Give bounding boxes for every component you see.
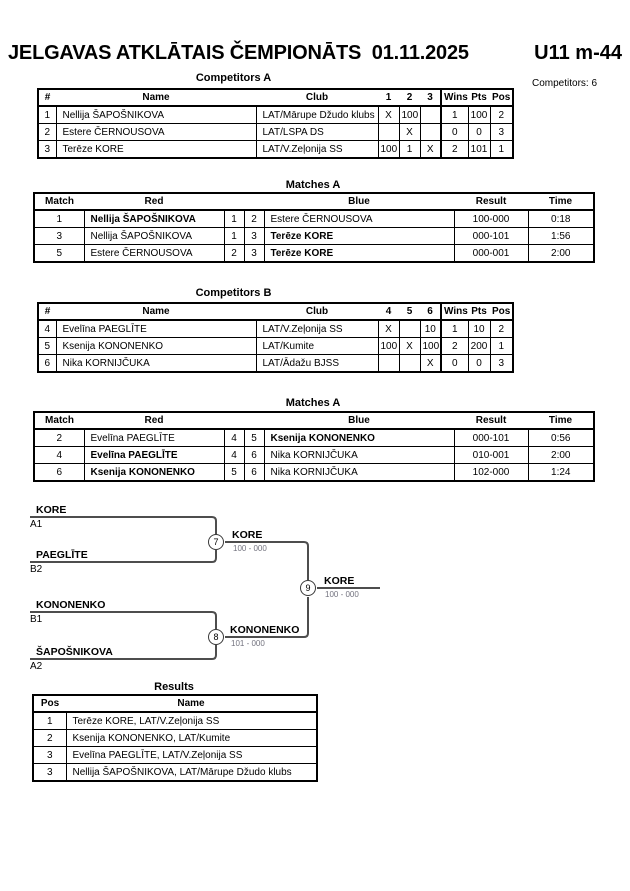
bracket-match-8-score: 101 - 000 (231, 639, 265, 648)
column-header: Blue (264, 412, 454, 429)
column-header: 2 (399, 89, 420, 106)
cell-blue-name: Nika KORNIJČUKA (264, 447, 454, 464)
cell-score: X (399, 124, 420, 141)
cell-blue-name: Estere ČERNOUSOVA (264, 210, 454, 228)
cell-pts: 100 (468, 106, 490, 124)
cell-result: 100-000 (454, 210, 528, 228)
column-header: 4 (378, 303, 399, 320)
cell-red-name: Evelīna PAEGLĪTE (84, 429, 224, 447)
cell-score: X (399, 338, 420, 355)
cell-red-number: 1 (224, 210, 244, 228)
cell-name: Terēze KORE (56, 141, 256, 159)
column-header: 6 (420, 303, 441, 320)
bracket-match-7-circle: 7 (208, 534, 224, 550)
column-header: Pts (468, 89, 490, 106)
column-header: Result (454, 193, 528, 210)
column-header: Pos (490, 89, 513, 106)
cell-pos: 3 (490, 124, 513, 141)
cell-wins: 2 (441, 141, 468, 159)
cell-blue-number: 6 (244, 464, 264, 482)
cell-time: 0:56 (528, 429, 594, 447)
cell-score: 10 (420, 320, 441, 338)
bracket-slot-a1-name: KORE (36, 504, 67, 516)
bracket-slot-b1-name: KONONENKO (36, 599, 106, 611)
column-header: Time (528, 193, 594, 210)
cell-number: 3 (38, 141, 56, 159)
column-header: Pos (33, 695, 66, 712)
cell-blue-number: 5 (244, 429, 264, 447)
cell-score: X (378, 320, 399, 338)
matches-a-heading: Matches A (285, 179, 341, 191)
cell-pts: 101 (468, 141, 490, 159)
cell-score: 100 (399, 106, 420, 124)
competitors-count: Competitors: 6 (532, 78, 598, 89)
bracket-line-winner8 (225, 597, 308, 637)
bracket-match-9-circle: 9 (300, 580, 316, 596)
cell-club: LAT/V.Zeļonija SS (256, 141, 378, 159)
cell-match-number: 5 (34, 245, 84, 263)
cell-red-name: Nellija ŠAPOŠNIKOVA (84, 210, 224, 228)
column-header: Blue (264, 193, 454, 210)
column-header: Match (34, 193, 84, 210)
cell-red-number: 4 (224, 429, 244, 447)
competitors-a-heading: Competitors A (195, 72, 272, 84)
cell-wins: 1 (441, 106, 468, 124)
cell-pts: 10 (468, 320, 490, 338)
cell-blue-name: Terēze KORE (264, 245, 454, 263)
cell-blue-number: 6 (244, 447, 264, 464)
cell-red-number: 4 (224, 447, 244, 464)
cell-club: LAT/LSPA DS (256, 124, 378, 141)
cell-time: 2:00 (528, 245, 594, 263)
bracket-match-9-score: 100 - 000 (325, 590, 359, 599)
cell-pts: 200 (468, 338, 490, 355)
competitors-b-heading: Competitors B (195, 287, 272, 299)
cell-red-name: Ksenija KONONENKO (84, 464, 224, 482)
cell-name: Nika KORNIJČUKA (56, 355, 256, 373)
cell-wins: 1 (441, 320, 468, 338)
column-header: Time (528, 412, 594, 429)
column-header: Name (66, 695, 317, 712)
cell-blue-name: Ksenija KONONENKO (264, 429, 454, 447)
bracket-line-b1 (30, 612, 216, 629)
column-header: Wins (441, 89, 468, 106)
bracket-match-7-score: 100 - 000 (233, 544, 267, 553)
cell-number: 2 (38, 124, 56, 141)
cell-blue-number: 3 (244, 245, 264, 263)
cell-score: X (378, 106, 399, 124)
cell-blue-name: Nika KORNIJČUKA (264, 464, 454, 482)
cell-name: Terēze KORE, LAT/V.Zeļonija SS (66, 712, 317, 730)
column-header: Club (256, 303, 378, 320)
cell-time: 2:00 (528, 447, 594, 464)
cell-red-number: 2 (224, 245, 244, 263)
column-header: Match (34, 412, 84, 429)
cell-pos: 2 (33, 730, 66, 747)
column-header: 1 (378, 89, 399, 106)
column-header: 3 (420, 89, 441, 106)
cell-score: X (420, 355, 441, 373)
cell-name: Estere ČERNOUSOVA (56, 124, 256, 141)
cell-wins: 2 (441, 338, 468, 355)
bracket-slot-a1-seed: A1 (30, 519, 43, 530)
cell-pos: 3 (33, 764, 66, 782)
bracket-slot-a2-seed: A2 (30, 661, 43, 672)
cell-wins: 0 (441, 124, 468, 141)
cell-number: 6 (38, 355, 56, 373)
bracket-match-7-winner: KORE (232, 529, 263, 541)
bracket-match-8-circle: 8 (208, 629, 224, 645)
column-header: Wins (441, 303, 468, 320)
cell-time: 1:24 (528, 464, 594, 482)
cell-pos: 2 (490, 106, 513, 124)
bracket-match-8-winner: KONONENKO (230, 624, 300, 636)
bracket-match-9-winner: KORE (324, 575, 355, 587)
cell-blue-name: Terēze KORE (264, 228, 454, 245)
cell-pos: 3 (490, 355, 513, 373)
results-heading: Results (154, 681, 194, 693)
bracket-line-b2 (30, 550, 216, 562)
bracket-slot-b2-name: PAEGLĪTE (36, 549, 88, 561)
cell-name: Ksenija KONONENKO (56, 338, 256, 355)
cell-score: 100 (420, 338, 441, 355)
cell-pos: 1 (490, 338, 513, 355)
cell-club: LAT/Kumite (256, 338, 378, 355)
column-header: Red (84, 412, 224, 429)
cell-pts: 0 (468, 355, 490, 373)
cell-score: 100 (378, 338, 399, 355)
column-header: Pts (468, 303, 490, 320)
cell-time: 1:56 (528, 228, 594, 245)
page-title: JELGAVAS ATKLĀTAIS ČEMPIONĀTS 01.11.2025 (8, 42, 469, 64)
cell-red-name: Nellija ŠAPOŠNIKOVA (84, 228, 224, 245)
column-header: Red (84, 193, 224, 210)
cell-result: 000-101 (454, 228, 528, 245)
cell-red-name: Estere ČERNOUSOVA (84, 245, 224, 263)
cell-club: LAT/Ādažu BJSS (256, 355, 378, 373)
cell-name: Evelīna PAEGLĪTE (56, 320, 256, 338)
bracket-line-winner7 (225, 542, 308, 580)
cell-result: 010-001 (454, 447, 528, 464)
cell-score: 1 (399, 141, 420, 159)
cell-time: 0:18 (528, 210, 594, 228)
cell-pts: 0 (468, 124, 490, 141)
bracket-slot-a2-name: ŠAPOŠNIKOVA (36, 646, 113, 658)
cell-result: 000-101 (454, 429, 528, 447)
column-header: 5 (399, 303, 420, 320)
cell-name: Ksenija KONONENKO, LAT/Kumite (66, 730, 317, 747)
cell-name: Nellija ŠAPOŠNIKOVA (56, 106, 256, 124)
cell-number: 4 (38, 320, 56, 338)
cell-match-number: 6 (34, 464, 84, 482)
cell-wins: 0 (441, 355, 468, 373)
column-header: # (38, 303, 56, 320)
column-header: Name (56, 89, 256, 106)
cell-number: 1 (38, 106, 56, 124)
cell-match-number: 3 (34, 228, 84, 245)
cell-match-number: 4 (34, 447, 84, 464)
column-header: Name (56, 303, 256, 320)
cell-red-number: 5 (224, 464, 244, 482)
bracket-line-a2 (30, 645, 216, 659)
cell-club: LAT/V.Zeļonija SS (256, 320, 378, 338)
column-header: # (38, 89, 56, 106)
cell-result: 000-001 (454, 245, 528, 263)
cell-score: 100 (378, 141, 399, 159)
cell-pos: 2 (490, 320, 513, 338)
cell-club: LAT/Mārupe Džudo klubs (256, 106, 378, 124)
cell-name: Nellija ŠAPOŠNIKOVA, LAT/Mārupe Džudo klubs (66, 764, 317, 782)
bracket-line-a1 (30, 517, 216, 535)
column-header: Club (256, 89, 378, 106)
cell-pos: 1 (33, 712, 66, 730)
cell-blue-number: 2 (244, 210, 264, 228)
bracket-slot-b1-seed: B1 (30, 614, 43, 625)
cell-red-name: Evelīna PAEGLĪTE (84, 447, 224, 464)
cell-match-number: 1 (34, 210, 84, 228)
matches-b-heading: Matches A (285, 397, 341, 409)
cell-score: X (420, 141, 441, 159)
column-header: Pos (490, 303, 513, 320)
cell-number: 5 (38, 338, 56, 355)
cell-pos: 3 (33, 747, 66, 764)
column-header: Result (454, 412, 528, 429)
category-title: U11 m-44 (534, 42, 622, 64)
cell-match-number: 2 (34, 429, 84, 447)
cell-name: Evelīna PAEGLĪTE, LAT/V.Zeļonija SS (66, 747, 317, 764)
cell-blue-number: 3 (244, 228, 264, 245)
cell-result: 102-000 (454, 464, 528, 482)
bracket-slot-b2-seed: B2 (30, 564, 43, 575)
cell-red-number: 1 (224, 228, 244, 245)
cell-pos: 1 (490, 141, 513, 159)
